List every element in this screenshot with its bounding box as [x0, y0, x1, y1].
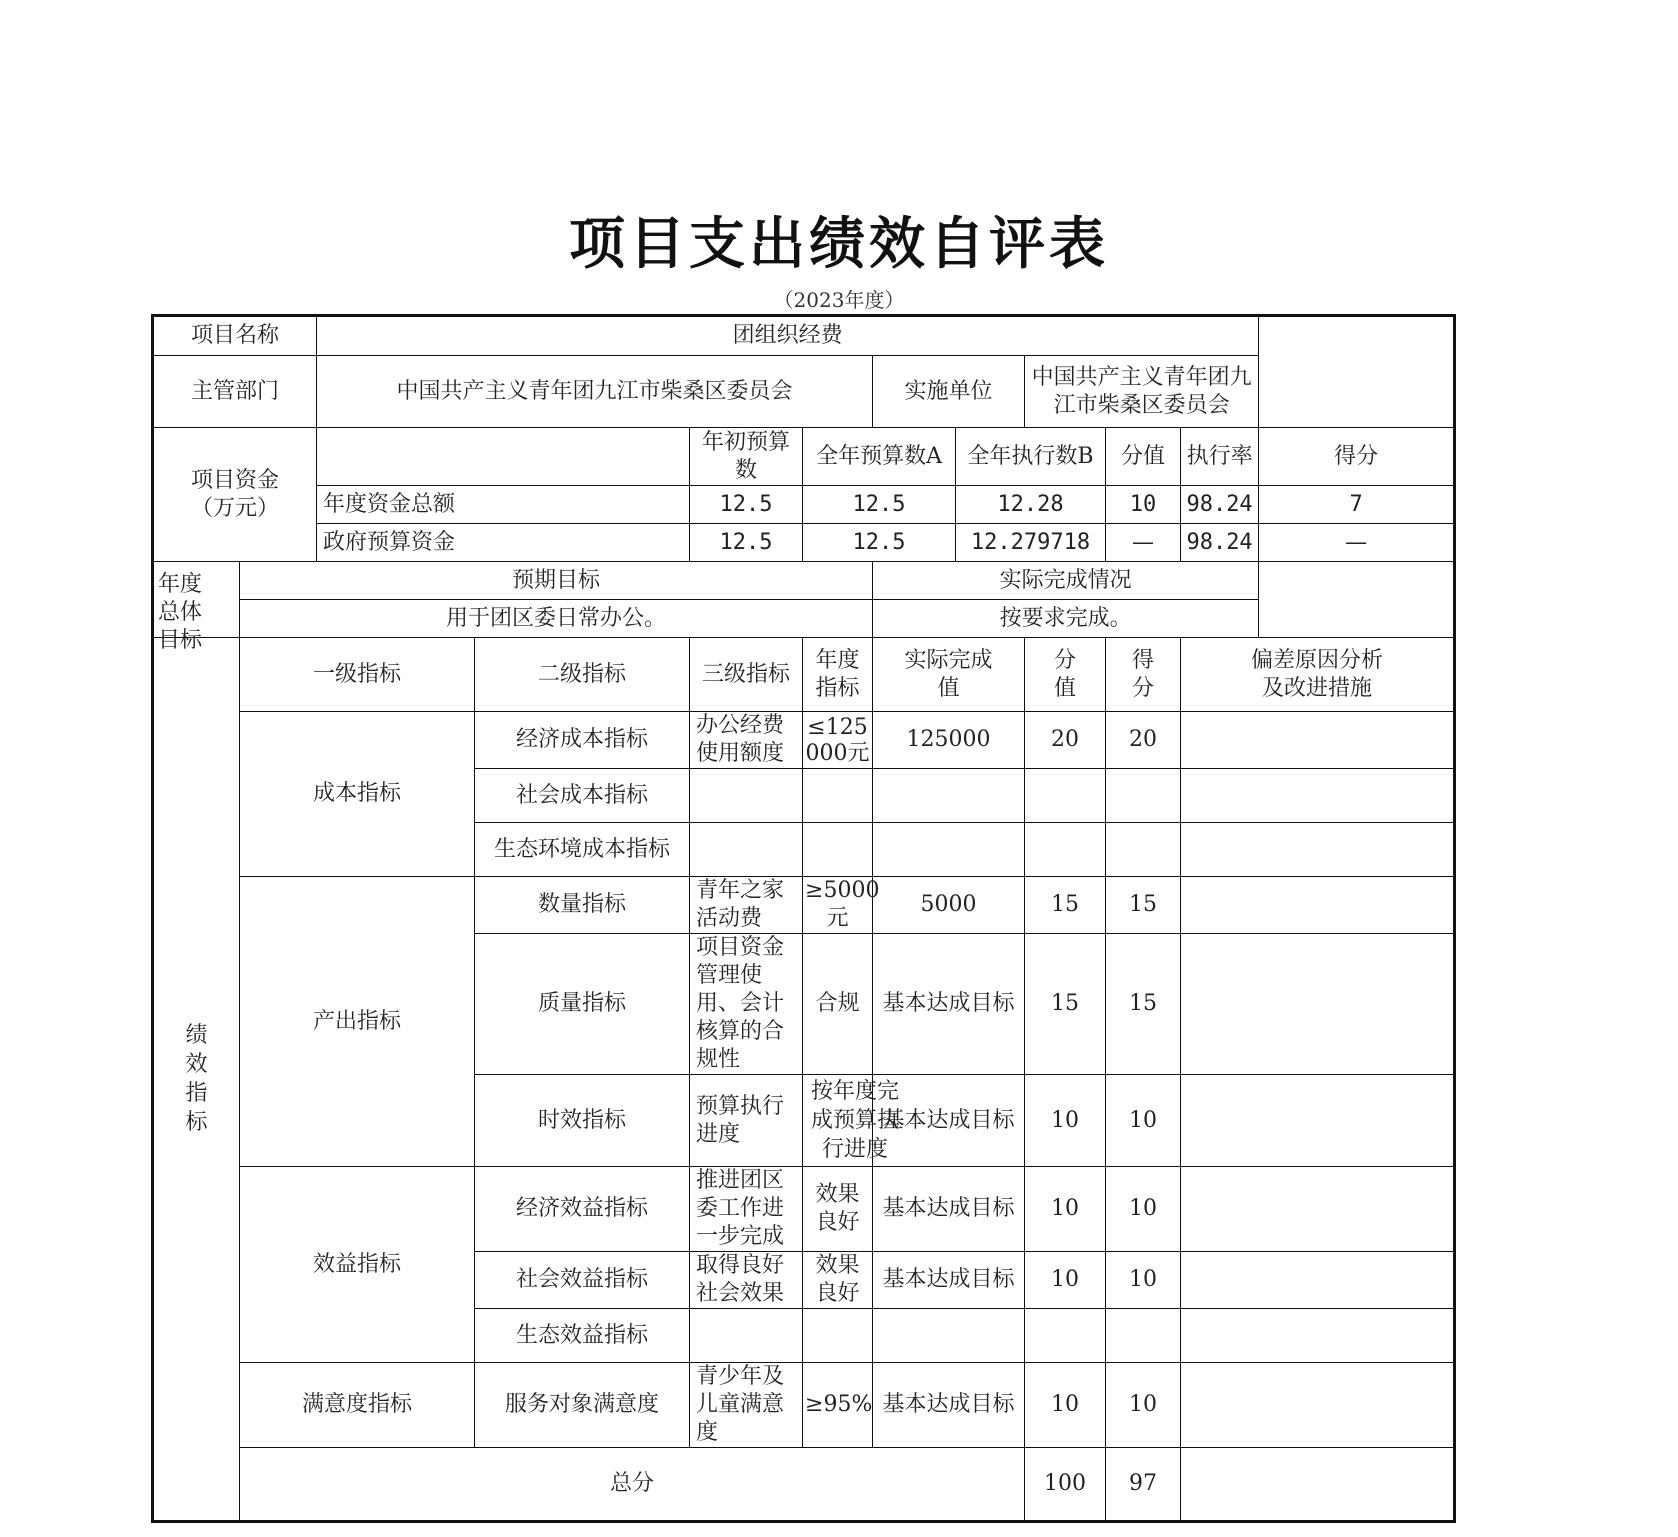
funds-total-rate: 98.24 — [1181, 486, 1259, 524]
indicators-header-row — [153, 638, 1455, 712]
funds-total-executed: 12.28 — [956, 486, 1106, 524]
value-cell: 10 — [1025, 1167, 1106, 1252]
level3-cell — [690, 1309, 803, 1363]
score-cell: 15 — [1106, 934, 1181, 1075]
level2-cell: 数量指标 — [475, 877, 690, 934]
level3-cell: 预算执行进度 — [690, 1075, 803, 1167]
level3-cell: 推进团区委工作进一步完成 — [690, 1167, 803, 1252]
score-cell: 10 — [1106, 1363, 1181, 1448]
actual-cell: 基本达成目标 — [873, 1363, 1025, 1448]
unit-value: 中国共产主义青年团九江市柴桑区委员会 — [1025, 356, 1259, 428]
funds-label-line1: 项目资金 — [191, 467, 280, 493]
level2-cell: 社会效益指标 — [475, 1252, 690, 1309]
actual-cell: 基本达成目标 — [873, 934, 1025, 1075]
page-title: 项目支出绩效自评表 — [569, 212, 1109, 277]
level3-cell: 办公经费使用额度 — [690, 712, 803, 769]
score-cell: 10 — [1106, 1167, 1181, 1252]
funds-gov-rate: 98.24 — [1181, 524, 1259, 562]
level3-header: 三级指标 — [690, 638, 803, 712]
level2-cell: 经济效益指标 — [475, 1167, 690, 1252]
value-cell: 15 — [1025, 934, 1106, 1075]
target-cell: 效果良好 — [803, 1252, 873, 1309]
goals-label: 年度总体目标 — [153, 562, 240, 638]
group-cost: 成本指标 — [240, 712, 475, 877]
score-header: 得分 — [1106, 638, 1181, 712]
deviation-cell — [1181, 823, 1455, 877]
target-cell — [803, 769, 873, 823]
target-cell: 效果良好 — [803, 1167, 873, 1252]
level2-cell: 社会成本指标 — [475, 769, 690, 823]
funds-label — [153, 428, 317, 562]
score-cell — [1106, 769, 1181, 823]
actual-cell: 基本达成目标 — [873, 1075, 1025, 1167]
funds-gov-score: — — [1259, 524, 1455, 562]
funds-header-row — [153, 428, 1455, 486]
value-cell — [1025, 1309, 1106, 1363]
funds-total-annual: 12.5 — [803, 486, 956, 524]
goals-expected: 用于团区委日常办公。 — [240, 600, 873, 638]
deviation-cell — [1181, 1075, 1455, 1167]
score-cell: 20 — [1106, 712, 1181, 769]
level2-cell: 经济成本指标 — [475, 712, 690, 769]
funds-total-score: 7 — [1259, 486, 1455, 524]
total-deviation — [1181, 1448, 1455, 1522]
goals-header-row — [153, 562, 1455, 600]
target-cell: ≤125000元 — [803, 712, 873, 769]
funds-gov-row — [153, 524, 1455, 562]
target-cell — [803, 823, 873, 877]
indicator-row — [153, 1167, 1455, 1252]
level3-cell: 项目资金管理使用、会计核算的合规性 — [690, 934, 803, 1075]
level3-cell: 青少年及儿童满意度 — [690, 1363, 803, 1448]
target-cell: ≥95% — [803, 1363, 873, 1448]
dept-value: 中国共产主义青年团九江市柴桑区委员会 — [317, 356, 873, 428]
deviation-cell — [1181, 712, 1455, 769]
indicators-label: 绩效指标 — [153, 638, 240, 1522]
unit-label: 实施单位 — [873, 356, 1025, 428]
level2-cell: 质量指标 — [475, 934, 690, 1075]
deviation-cell — [1181, 877, 1455, 934]
funds-total-score-value: 10 — [1106, 486, 1181, 524]
dept-label: 主管部门 — [153, 356, 317, 428]
goals-actual: 按要求完成。 — [873, 600, 1259, 638]
total-value: 100 — [1025, 1448, 1106, 1522]
project-name-value: 团组织经费 — [317, 316, 1259, 356]
level2-cell: 生态效益指标 — [475, 1309, 690, 1363]
funds-total-initial: 12.5 — [690, 486, 803, 524]
deviation-cell — [1181, 1309, 1455, 1363]
group-output: 产出指标 — [240, 877, 475, 1167]
funds-score-value-header: 分值 — [1106, 428, 1181, 486]
value-header: 分值 — [1025, 638, 1106, 712]
value-cell: 10 — [1025, 1075, 1106, 1167]
actual-cell — [873, 1309, 1025, 1363]
project-name-label: 项目名称 — [153, 316, 317, 356]
target-header: 年度指标 — [803, 638, 873, 712]
funds-rate-header: 执行率 — [1181, 428, 1259, 486]
value-cell — [1025, 769, 1106, 823]
funds-annual-header: 全年预算数A — [803, 428, 956, 486]
target-cell — [803, 1309, 873, 1363]
group-satisfaction: 满意度指标 — [240, 1363, 475, 1448]
performance-table — [151, 314, 1456, 1523]
score-cell: 10 — [1106, 1252, 1181, 1309]
level2-cell: 时效指标 — [475, 1075, 690, 1167]
deviation-cell — [1181, 1363, 1455, 1448]
target-cell: ≥5000元 — [803, 877, 873, 934]
funds-initial-header: 年初预算数 — [690, 428, 803, 486]
target-cell: 按年度完成预算执行进度 — [803, 1075, 873, 1167]
level1-header: 一级指标 — [240, 638, 475, 712]
deviation-cell — [1181, 1252, 1455, 1309]
level2-cell: 生态环境成本指标 — [475, 823, 690, 877]
project-name-row — [153, 316, 1455, 356]
indicator-row — [153, 1363, 1455, 1448]
indicator-row — [153, 712, 1455, 769]
actual-cell — [873, 823, 1025, 877]
level2-header: 二级指标 — [475, 638, 690, 712]
score-cell: 10 — [1106, 1075, 1181, 1167]
goals-expected-header: 预期目标 — [240, 562, 873, 600]
funds-label-line2: （万元） — [191, 495, 280, 521]
value-cell: 15 — [1025, 877, 1106, 934]
funds-gov-initial: 12.5 — [690, 524, 803, 562]
deviation-cell — [1181, 934, 1455, 1075]
deviation-header: 偏差原因分析及改进措施 — [1181, 638, 1455, 712]
score-cell: 15 — [1106, 877, 1181, 934]
level2-cell: 服务对象满意度 — [475, 1363, 690, 1448]
total-label: 总分 — [240, 1448, 1025, 1522]
value-cell — [1025, 823, 1106, 877]
deviation-cell — [1181, 1167, 1455, 1252]
value-cell: 10 — [1025, 1363, 1106, 1448]
score-cell — [1106, 1309, 1181, 1363]
group-benefit: 效益指标 — [240, 1167, 475, 1363]
deviation-cell — [1181, 769, 1455, 823]
funds-gov-label: 政府预算资金 — [317, 524, 690, 562]
actual-cell: 基本达成目标 — [873, 1252, 1025, 1309]
funds-gov-score-value: — — [1106, 524, 1181, 562]
indicator-row — [153, 877, 1455, 934]
total-score: 97 — [1106, 1448, 1181, 1522]
target-cell: 合规 — [803, 934, 873, 1075]
goals-content-row — [153, 600, 1455, 638]
value-cell: 10 — [1025, 1252, 1106, 1309]
goals-actual-header: 实际完成情况 — [873, 562, 1259, 600]
funds-executed-header: 全年执行数B — [956, 428, 1106, 486]
funds-total-row — [153, 486, 1455, 524]
actual-cell: 125000 — [873, 712, 1025, 769]
page-subtitle: （2023年度） — [773, 288, 905, 312]
funds-gov-annual: 12.5 — [803, 524, 956, 562]
funds-gov-executed: 12.279718 — [956, 524, 1106, 562]
actual-cell — [873, 769, 1025, 823]
actual-header: 实际完成值 — [873, 638, 1025, 712]
level3-cell: 青年之家活动费 — [690, 877, 803, 934]
actual-cell: 5000 — [873, 877, 1025, 934]
value-cell: 20 — [1025, 712, 1106, 769]
department-row — [153, 356, 1455, 428]
level3-cell — [690, 769, 803, 823]
funds-blank-header — [317, 428, 690, 486]
score-cell — [1106, 823, 1181, 877]
total-row — [153, 1448, 1455, 1522]
funds-score-header: 得分 — [1259, 428, 1455, 486]
actual-cell: 基本达成目标 — [873, 1167, 1025, 1252]
level3-cell: 取得良好社会效果 — [690, 1252, 803, 1309]
level3-cell — [690, 823, 803, 877]
funds-total-label: 年度资金总额 — [317, 486, 690, 524]
